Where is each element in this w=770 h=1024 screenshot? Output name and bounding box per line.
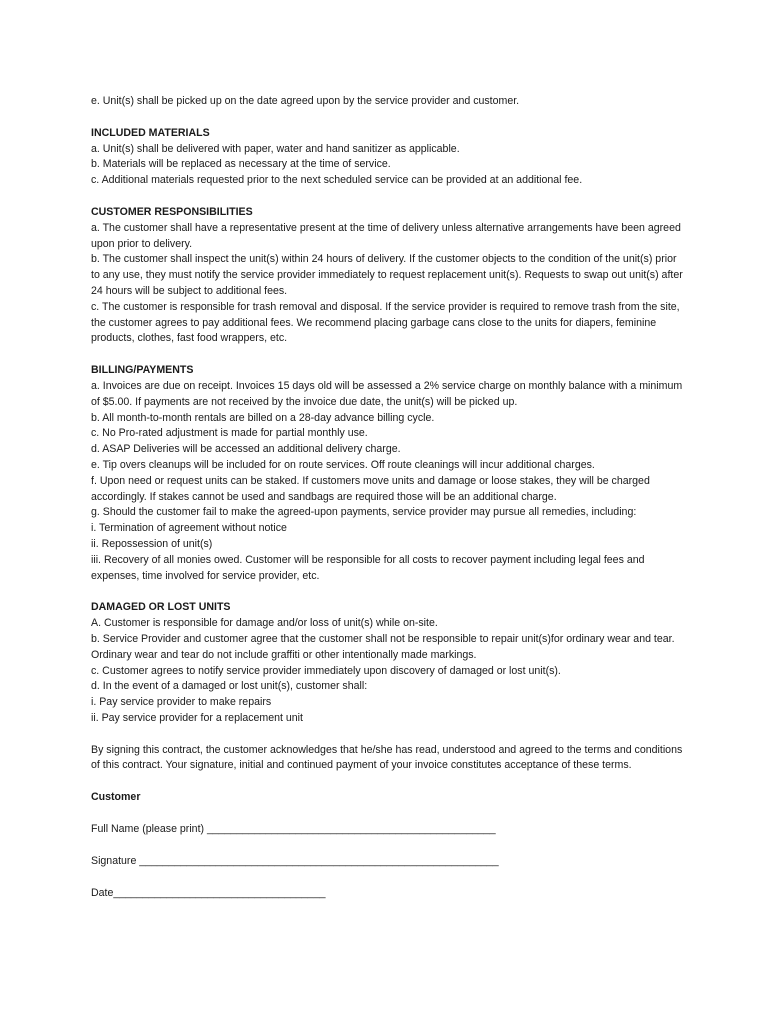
section-heading: DAMAGED OR LOST UNITS [91, 601, 231, 614]
clause-line: i. Termination of agreement without notice [91, 522, 287, 535]
customer-responsibilities-section [91, 205, 683, 347]
contract-body [91, 94, 683, 917]
signature-field[interactable]: Signature _____________________________________________________________ [91, 854, 499, 867]
clause-line: b. All month-to-month rentals are billed on a 28-day advance billing cycle. [91, 411, 435, 424]
acknowledgement-paragraph: By signing this contract, the customer acknowledges that he/she has read, understood and agreed to the terms and conditions of this contract. Your signature, initial and continued payment of your invoice constitutes acceptance of these terms. [91, 743, 683, 772]
clause-line: ii. Repossession of unit(s) [91, 537, 213, 550]
clause-line: a. The customer shall have a representative present at the time of delivery unless alternative arrangements have been agreed upon prior to delivery. [91, 221, 681, 250]
clause-line: c. The customer is responsible for trash removal and disposal. If the service provider is required to remove trash from the site, the customer agrees to pay additional fees. We recommend placing garbage cans close to the units for diapers, feminine products, clothes, fast food wrappers, etc. [91, 300, 680, 345]
section-heading: CUSTOMER RESPONSIBILITIES [91, 205, 253, 218]
clause-line: A. Customer is responsible for damage and/or loss of unit(s) while on-site. [91, 617, 438, 630]
clause-line: f. Upon need or request units can be staked. If customers move units and damage or loose stakes, they will be charged accordingly. If stakes cannot be used and sandbags are required those will be an additional charge. [91, 474, 650, 503]
clause-line: c. Additional materials requested prior to the next scheduled service can be provided at an additional fee. [91, 174, 583, 187]
section-heading: BILLING/PAYMENTS [91, 364, 194, 377]
section-heading: INCLUDED MATERIALS [91, 126, 210, 139]
clause-line: c. Customer agrees to notify service provider immediately upon discovery of damaged or lost unit(s). [91, 664, 561, 677]
clause-line: ii. Pay service provider for a replacement unit [91, 711, 303, 724]
clause-line: b. The customer shall inspect the unit(s) within 24 hours of delivery. If the customer objects to the condition of the unit(s) prior to any use, they must notify the service provider immediately to request replacement unit(s). Requests to swap out unit(s) after 24 hours will be subject to additional fees. [91, 253, 683, 297]
clause-line: a. Invoices are due on receipt. Invoices 15 days old will be assessed a 2% service charge on monthly balance with a minimum of $5.00. If payments are not received by the invoice due date, the unit(s) will be picked up. [91, 379, 683, 408]
clause-line: b. Service Provider and customer agree that the customer shall not be responsible to repair unit(s)for ordinary wear and tear. Ordinary wear and tear do not include graffiti or other intentionally made markings. [91, 632, 675, 661]
included-materials-section [91, 126, 683, 189]
clause-line: c. No Pro-rated adjustment is made for partial monthly use. [91, 427, 368, 440]
date-field[interactable]: Date____________________________________ [91, 886, 326, 899]
intro-line: e. Unit(s) shall be picked up on the date agreed upon by the service provider and customer. [91, 95, 520, 107]
clause-line: g. Should the customer fail to make the agreed-upon payments, service provider may pursue all remedies, including: [91, 506, 637, 519]
clause-line: b. Materials will be replaced as necessary at the time of service. [91, 158, 391, 171]
clause-line: i. Pay service provider to make repairs [91, 696, 272, 709]
customer-heading: Customer [91, 791, 141, 804]
clause-line: d. In the event of a damaged or lost unit(s), customer shall: [91, 680, 368, 693]
clause-line: d. ASAP Deliveries will be accessed an additional delivery charge. [91, 443, 401, 456]
clause-line: a. Unit(s) shall be delivered with paper, water and hand sanitizer as applicable. [91, 142, 460, 155]
full-name-field[interactable]: Full Name (please print) _________________________________________________ [91, 823, 496, 836]
clause-line: e. Tip overs cleanups will be included for on route services. Off route cleanings will incur additional charges. [91, 458, 595, 471]
billing-payments-section [91, 363, 683, 584]
damaged-lost-units-section [91, 600, 683, 726]
clause-line: iii. Recovery of all monies owed. Customer will be responsible for all costs to recover payment including legal fees and expenses, time involved for service provider, etc. [91, 553, 645, 582]
